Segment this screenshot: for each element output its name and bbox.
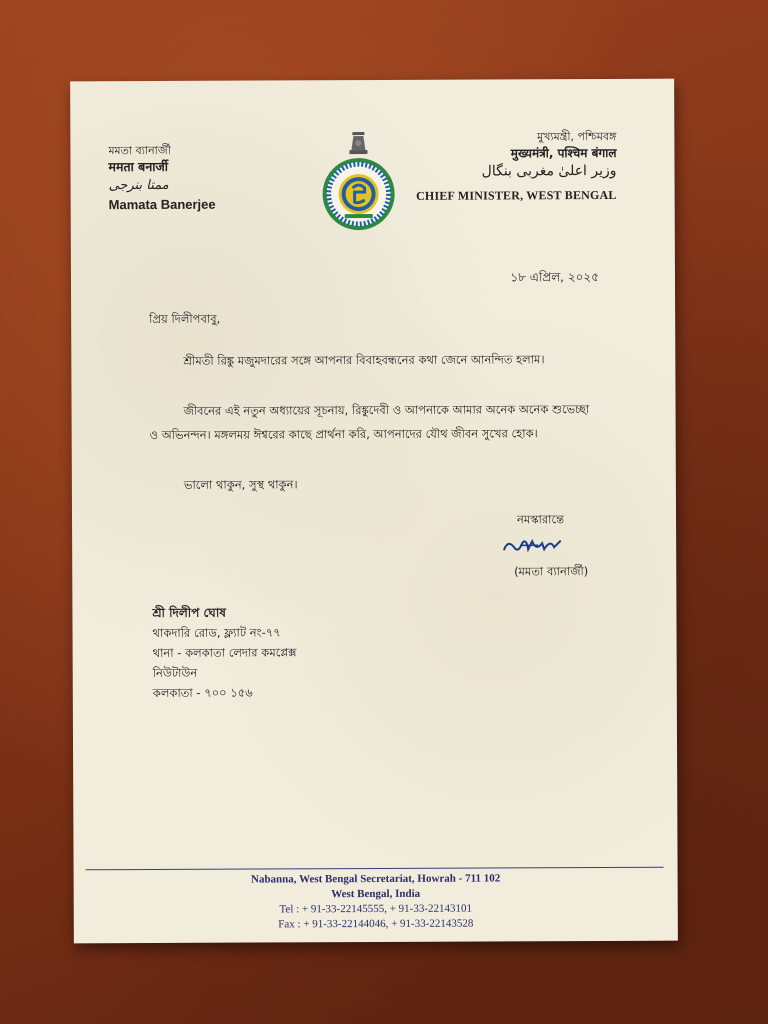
name-urdu: ممتا بنرجی: [108, 177, 169, 194]
closing: নমস্কারান্তে: [516, 512, 565, 527]
footer-divider: [86, 867, 664, 871]
address-line-2: থানা - কলকাতা লেদার কমপ্লেক্স: [152, 645, 297, 660]
signature-mark: [498, 531, 568, 561]
salutation: প্রিয় দিলীপবাবু,: [149, 311, 221, 326]
paragraph-2: জীবনের এই নতুন অধ্যায়ের সূচনায়, রিঙ্কুদেবী ও আপনাকে আমার অনেক অনেক শুভেচ্ছা ও অভিনন্দন। মঙ্গলময় ঈশ্বরের কাছে প্রার্থনা করি, আপনাদের যৌথ জীবন সুখের হোক।: [149, 402, 590, 442]
footer-fax: Fax : + 91-33-22144046, + 91-33-22143528: [278, 917, 474, 931]
signatory-name: (মমতা ব্যানার্জী): [514, 564, 589, 579]
title-urdu: وزیر اعلیٰ مغربی بنگال: [481, 162, 617, 180]
title-bengali: মুখ্যমন্ত্রী, পশ্চিমবঙ্গ: [537, 129, 617, 144]
address-line-3: নিউটাউন: [152, 665, 198, 680]
footer-address-1: Nabanna, West Bengal Secretariat, Howrah - 711 102: [250, 872, 501, 886]
name-english: Mamata Banerjee: [108, 196, 216, 213]
title-english: CHIEF MINISTER, WEST BENGAL: [416, 187, 617, 203]
recipient-address: [152, 602, 296, 703]
letter-date: ১৮ এপ্রিল, ২০২৫: [510, 270, 600, 285]
west-bengal-emblem-icon: [318, 128, 398, 232]
paragraph-3: ভালো থাকুন, সুস্থ থাকুন।: [183, 477, 298, 492]
letter-sheet: [70, 79, 678, 944]
footer-address-2: West Bengal, India: [331, 887, 421, 901]
header-left-names: [108, 143, 215, 213]
footer-tel: Tel : + 91-33-22145555, + 91-33-22143101: [279, 902, 473, 916]
footer: [74, 871, 678, 934]
name-bengali: মমতা ব্যানার্জী: [108, 143, 171, 158]
name-hindi: ममता बनार्जी: [108, 158, 169, 175]
recipient-name: শ্রী দিলীপ ঘোষ: [152, 605, 226, 620]
address-line-4: কলকাতা - ৭০০ ১৫৬: [152, 685, 253, 700]
header-right-titles: [416, 129, 617, 204]
paragraph-1: শ্রীমতী রিঙ্কু মজুমদারের সঙ্গে আপনার বিবাহবন্ধনের কথা জেনে আনন্দিত হলাম।: [183, 352, 545, 368]
address-line-1: থাকদারি রোড, ফ্ল্যাট নং-৭৭: [152, 625, 281, 640]
title-hindi: मुख्यमंत्री, पश्चिम बंगाल: [510, 145, 617, 161]
